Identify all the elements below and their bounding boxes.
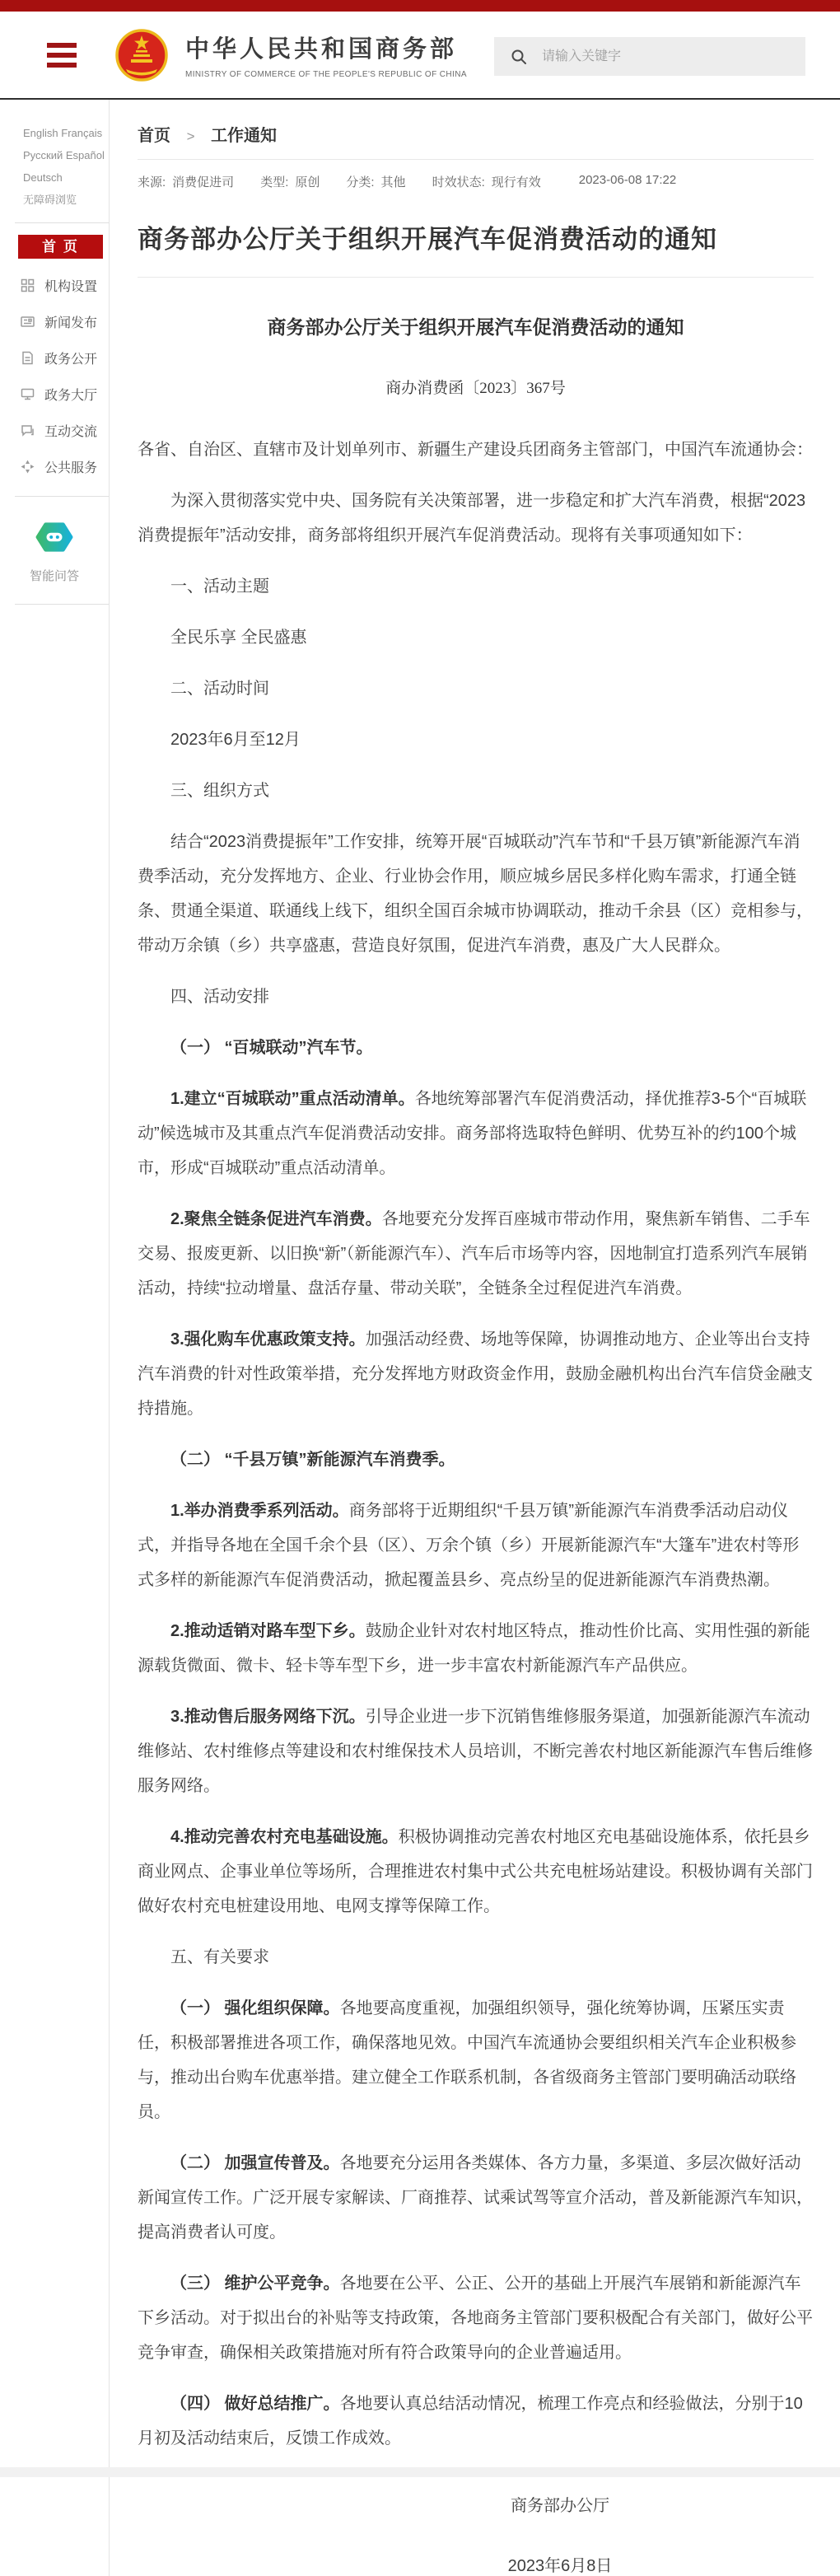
sidebar-item-label: 公共服务: [44, 461, 98, 475]
meta-status: 时效状态: 现行有效: [432, 175, 541, 189]
sidebar-item-label: 互动交流: [44, 424, 98, 439]
document-icon: [20, 350, 35, 366]
breadcrumb: [138, 100, 814, 146]
site-subtitle: MINISTRY OF COMMERCE OF THE PEOPLE'S REPUBLIC OF CHINA: [185, 70, 467, 79]
meta-type: 类型: 原创: [260, 175, 320, 189]
article-paragraph: 1.举办消费季系列活动。商务部将于近期组织“千县万镇”新能源汽车消费季活动启动仪式，并指导各地在全国千余个县（区）、万余个镇（乡）开展新能源汽车“大篷车”进农村等形式多样的新能源汽车促消费活动，掀起覆盖县乡、亮点纷呈的促进新能源汽车消费热潮。: [138, 1502, 800, 1589]
article-paragraph: （三） 维护公平竞争。各地要在公平、公正、公开的基础上开展汽车展销和新能源汽车下乡活动。对于拟出台的补贴等支持政策，各地商务主管部门要积极配合有关部门，做好公平竞争审查，确保相关政策措施对所有符合政策导向的企业普遍适用。: [138, 2274, 813, 2362]
article-paragraph: 2023年6月至12月: [170, 731, 301, 749]
breadcrumb-separator: >: [186, 129, 195, 144]
site-title-block: [185, 30, 467, 79]
sidebar-item-news[interactable]: [0, 303, 109, 339]
sidebar-item-public-service[interactable]: [0, 448, 109, 484]
paragraph-lead: 2.推动适销对路车型下乡。: [170, 1622, 366, 1640]
robot-icon: [35, 520, 73, 554]
article-paragraph: 四、活动安排: [170, 988, 269, 1006]
org-grid-icon: [20, 278, 35, 293]
services-icon: [20, 459, 35, 475]
article-paragraph: 三、组织方式: [170, 782, 269, 800]
sidebar-item-interaction[interactable]: [0, 412, 109, 448]
signature-date: 2023年6月8日: [507, 2557, 613, 2575]
site-title: 中华人民共和国商务部: [185, 36, 458, 63]
sidebar-home-button[interactable]: 首 页: [18, 235, 103, 259]
signature-block: [138, 2492, 814, 2576]
search-input[interactable]: [540, 49, 787, 65]
page-title: 商务部办公厅关于组织开展汽车促消费活动的通知: [138, 225, 717, 254]
article-paragraph: 结合“2023消费提振年”工作安排，统筹开展“百城联动”汽车节和“千县万镇”新能源汽车消费季活动，充分发挥地方、企业、行业协会作用，顺应城乡居民多样化购车需求，打通全链条、贯通全渠道、联通线上线下，组织全国百余城市协调联动，推动千余县（区）竞相参与，带动万余镇（乡）共享盛惠，营造良好氛围，促进汽车消费，惠及广大人民群众。: [138, 833, 813, 955]
accessibility-link[interactable]: 无障碍浏览: [23, 194, 77, 206]
paragraph-lead: （三） 维护公平竞争。: [170, 2274, 340, 2293]
sidebar: [0, 100, 110, 2576]
top-red-bar: [0, 0, 840, 12]
smart-qa-label: 智能问答: [29, 569, 79, 583]
newspaper-icon: [20, 314, 35, 330]
paragraph-lead: 1.举办消费季系列活动。: [170, 1502, 349, 1520]
sidebar-item-label: 新闻发布: [44, 316, 98, 330]
article-paragraph: 为深入贯彻落实党中央、国务院有关决策部署，进一步稳定和扩大汽车消费，根据“2023消费提振年”活动安排，商务部将组织开展汽车促消费活动。现将有关事项通知如下：: [138, 492, 806, 545]
sidebar-item-label: 政务公开: [44, 352, 98, 367]
article-paragraph: 2.推动适销对路车型下乡。鼓励企业针对农村地区特点，推动性价比高、实用性强的新能源载货微面、微卡、轻卡等车型下乡，进一步丰富农村新能源汽车产品供应。: [138, 1622, 810, 1675]
national-emblem-icon: [114, 28, 169, 82]
article-paragraph: 3.强化购车优惠政策支持。加强活动经费、场地等保障，协调推动地方、企业等出台支持汽车消费的针对性政策举措，充分发挥地方财政资金作用，鼓励金融机构出台汽车信贷金融支持措施。: [138, 1330, 813, 1418]
article-paragraph: 各省、自治区、直辖市及计划单列市、新疆生产建设兵团商务主管部门，中国汽车流通协会：: [138, 441, 813, 459]
monitor-icon: [20, 386, 35, 402]
sidebar-item-gov-info[interactable]: [0, 339, 109, 376]
meta-category: 分类: 其他: [346, 175, 406, 189]
search-icon[interactable]: [511, 49, 527, 65]
article-paragraph: （四） 做好总结推广。各地要认真总结活动情况，梳理工作亮点和经验做法，分别于10月初及活动结束后，反馈工作成效。: [138, 2395, 803, 2447]
meta-datetime: 2023-06-08 17:22: [578, 173, 677, 187]
breadcrumb-current: 工作通知: [211, 127, 278, 145]
article-paragraph: 1.建立“百城联动”重点活动清单。各地统筹部署汽车促消费活动，择优推荐3-5个“百城联动”候选城市及其重点汽车促消费活动安排。商务部将选取特色鲜明、优势互补的约100个城市，形成“百城联动”重点活动清单。: [138, 1090, 807, 1177]
site-header: [0, 12, 840, 100]
language-row[interactable]: Deutsch: [23, 171, 63, 184]
paragraph-lead: 2.聚焦全链条促进汽车消费。: [170, 1210, 382, 1228]
main-area: [0, 100, 840, 2576]
article-paragraph: 4.推动完善农村充电基础设施。积极协调推动完善农村地区充电基础设施体系，依托县乡商业网点、企事业单位等场所，合理推进农村集中式公共充电桩场站建设。积极协调有关部门做好农村充电桩建设用地、电网支撑等保障工作。: [138, 1828, 813, 1915]
article-paragraph: [138, 1031, 814, 1065]
article-paragraph: 五、有关要求: [170, 1948, 269, 1966]
sidebar-item-orgs[interactable]: [0, 267, 109, 303]
article-paragraph: [138, 1442, 814, 1477]
document-title: 商务部办公厅关于组织开展汽车促消费活动的通知: [267, 317, 684, 338]
article-paragraph: 3.推动售后服务网络下沉。引导企业进一步下沉销售维修服务渠道，加强新能源汽车流动维修站、农村维修点等建设和农村维保技术人员培训，不断完善农村地区新能源汽车售后维修服务网络。: [138, 1708, 813, 1795]
article-paragraph: （一） 强化组织保障。各地要高度重视，加强组织领导，强化统筹协调，压紧压实责任，积极部署推进各项工作，确保落地见效。中国汽车流通协会要组织相关汽车企业积极参与，推动出台购车优惠举措。建立健全工作联系机制，各省级商务主管部门要明确活动联络员。: [138, 1999, 796, 2121]
article-paragraph: 2.聚焦全链条促进汽车消费。各地要充分发挥百座城市带动作用，聚焦新车销售、二手车交易、报废更新、以旧换“新”（新能源汽车）、汽车后市场等内容，因地制宜打造系列汽车展销活动，持续“拉动增量、盘活存量、带动关联”，全链条全过程促进汽车消费。: [138, 1210, 810, 1297]
sidebar-divider: [15, 496, 109, 497]
smart-qa-entry[interactable]: [0, 508, 109, 592]
paragraph-lead: 3.强化购车优惠政策支持。: [170, 1330, 366, 1349]
hamburger-menu-icon[interactable]: [47, 43, 77, 68]
divider: [138, 159, 814, 160]
paragraph-lead: （二） 加强宣传普及。: [170, 2154, 340, 2172]
sidebar-item-label: 政务大厅: [44, 388, 98, 403]
language-row[interactable]: English Français: [23, 127, 103, 139]
paragraph-lead: （二） “千县万镇”新能源汽车消费季。: [170, 1451, 455, 1469]
paragraph-lead: （一） 强化组织保障。: [170, 1999, 340, 2017]
paragraph-lead: （四） 做好总结推广。: [170, 2395, 340, 2413]
paragraph-lead: 4.推动完善农村充电基础设施。: [170, 1828, 399, 1846]
article-paragraph: （二） 加强宣传普及。各地要充分运用各类媒体、各方力量，多渠道、多层次做好活动新闻宣传工作。广泛开展专家解读、厂商推荐、试乘试驾等宣介活动，普及新能源汽车知识，提高消费者认可度。: [138, 2154, 813, 2242]
sidebar-divider: [15, 222, 109, 223]
sidebar-divider: [15, 604, 109, 605]
footer-strip: [0, 2467, 840, 2477]
content-column: [110, 100, 840, 2576]
article-meta: [138, 173, 814, 190]
article-body: [138, 432, 814, 2456]
article-paragraph: 一、活动主题: [170, 577, 269, 596]
paragraph-lead: 1.建立“百城联动”重点活动清单。: [170, 1090, 415, 1108]
document-number: 商办消费函〔2023〕367号: [385, 380, 566, 397]
paragraph-lead: （一） “百城联动”汽车节。: [170, 1039, 373, 1057]
article-paragraph: 二、活动时间: [170, 680, 269, 698]
article-paragraph: 全民乐享 全民盛惠: [170, 629, 307, 647]
breadcrumb-home[interactable]: 首页: [138, 127, 170, 145]
language-switcher: [0, 122, 109, 211]
sidebar-item-service-hall[interactable]: [0, 376, 109, 412]
language-row[interactable]: Русский Español: [23, 149, 105, 161]
sidebar-nav: [0, 267, 109, 484]
paragraph-lead: 3.推动售后服务网络下沉。: [170, 1708, 366, 1726]
sidebar-item-label: 机构设置: [44, 279, 98, 294]
divider: [138, 277, 814, 278]
search-box: [494, 37, 805, 76]
chat-icon: [20, 423, 35, 438]
signature-org: 商务部办公厅: [511, 2497, 609, 2515]
meta-source: 来源: 消费促进司: [138, 175, 235, 189]
